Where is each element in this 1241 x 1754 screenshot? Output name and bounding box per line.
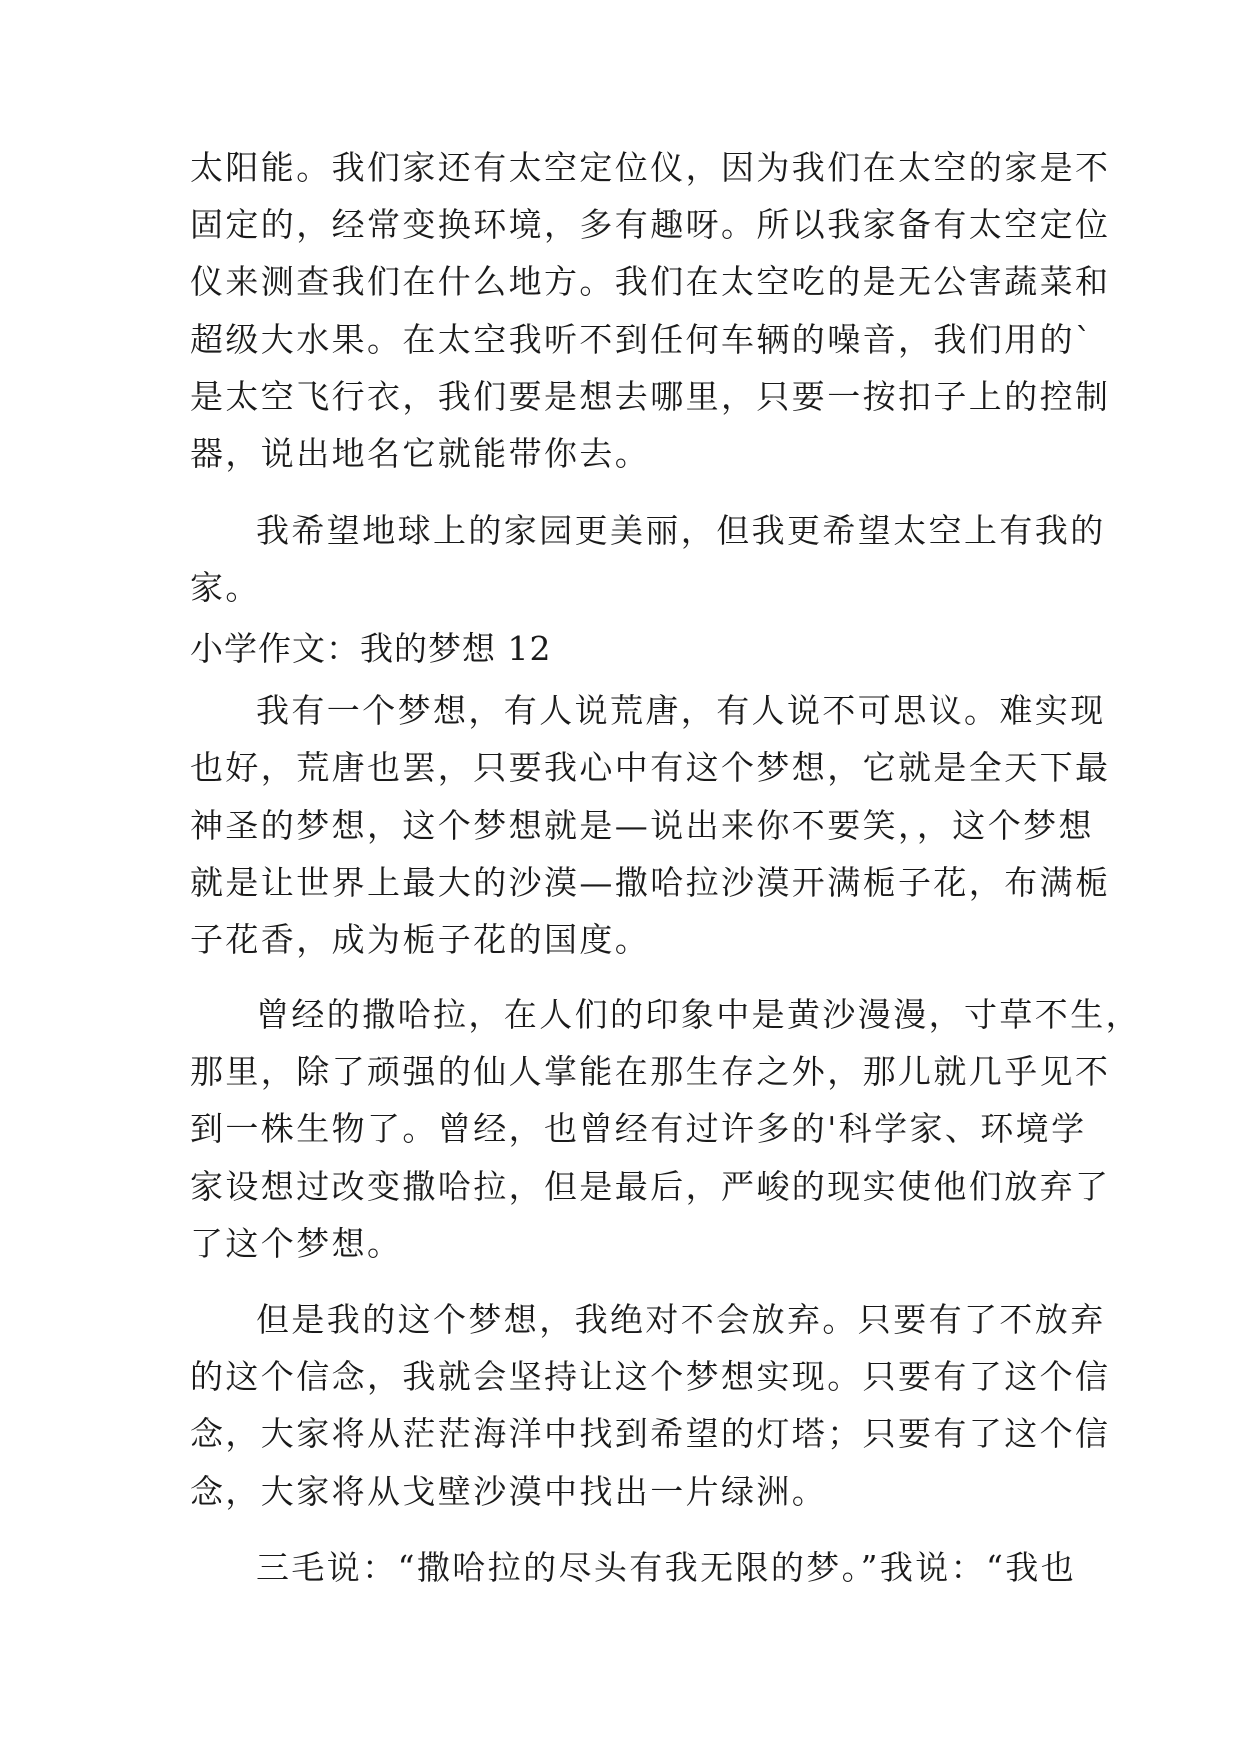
text-line: 我希望地球上的家园更美丽，但我更希望太空上有我的 <box>256 511 1106 550</box>
text-line: 神圣的梦想，这个梦想就是—说出来你不要笑，，这个梦想 <box>190 806 1094 845</box>
text-line: 家。 <box>190 568 261 607</box>
text-line: 器，说出地名它就能带你去。 <box>190 434 651 473</box>
text-line: 到一株生物了。曾经，也曾经有过许多的'科学家、环境学 <box>190 1109 1087 1148</box>
text-line: 也好，荒唐也罢，只要我心中有这个梦想，它就是全天下最 <box>190 748 1111 787</box>
text-line: 子花香，成为栀子花的国度。 <box>190 920 651 959</box>
text-line: 的这个信念，我就会坚持让这个梦想实现。只要有了这个信 <box>190 1357 1111 1396</box>
text-line: 三毛说：“撒哈拉的尽头有我无限的梦。”我说：“我也 <box>256 1548 1077 1587</box>
text-line: 曾经的撒哈拉，在人们的印象中是黄沙漫漫，寸草不生， <box>256 995 1141 1034</box>
text-line: 但是我的这个梦想，我绝对不会放弃。只要有了不放弃 <box>256 1300 1106 1339</box>
text-line: 固定的，经常变换环境，多有趣呀。所以我家备有太空定位 <box>190 205 1111 244</box>
text-line: 我有一个梦想，有人说荒唐，有人说不可思议。难实现 <box>256 691 1106 730</box>
text-line: 念，大家将从戈壁沙漠中找出一片绿洲。 <box>190 1472 828 1511</box>
text-line: 仪来测查我们在什么地方。我们在太空吃的是无公害蔬菜和 <box>190 262 1111 301</box>
text-line: 了这个梦想。 <box>190 1224 403 1263</box>
text-line: 是太空飞行衣，我们要是想去哪里，只要一按扣子上的控制 <box>190 377 1111 416</box>
section-heading: 小学作文：我的梦想 12 <box>190 629 552 668</box>
text-line: 就是让世界上最大的沙漠—撒哈拉沙漠开满栀子花，布满栀 <box>190 863 1111 902</box>
text-line: 那里，除了顽强的仙人掌能在那生存之外，那儿就几乎见不 <box>190 1052 1111 1091</box>
text-line: 念，大家将从茫茫海洋中找到希望的灯塔；只要有了这个信 <box>190 1414 1111 1453</box>
text-line: 家设想过改变撒哈拉，但是最后，严峻的现实使他们放弃了 <box>190 1167 1111 1206</box>
text-line: 太阳能。我们家还有太空定位仪，因为我们在太空的家是不 <box>190 148 1111 187</box>
text-line: 超级大水果。在太空我听不到任何车辆的噪音，我们用的` <box>190 320 1094 359</box>
